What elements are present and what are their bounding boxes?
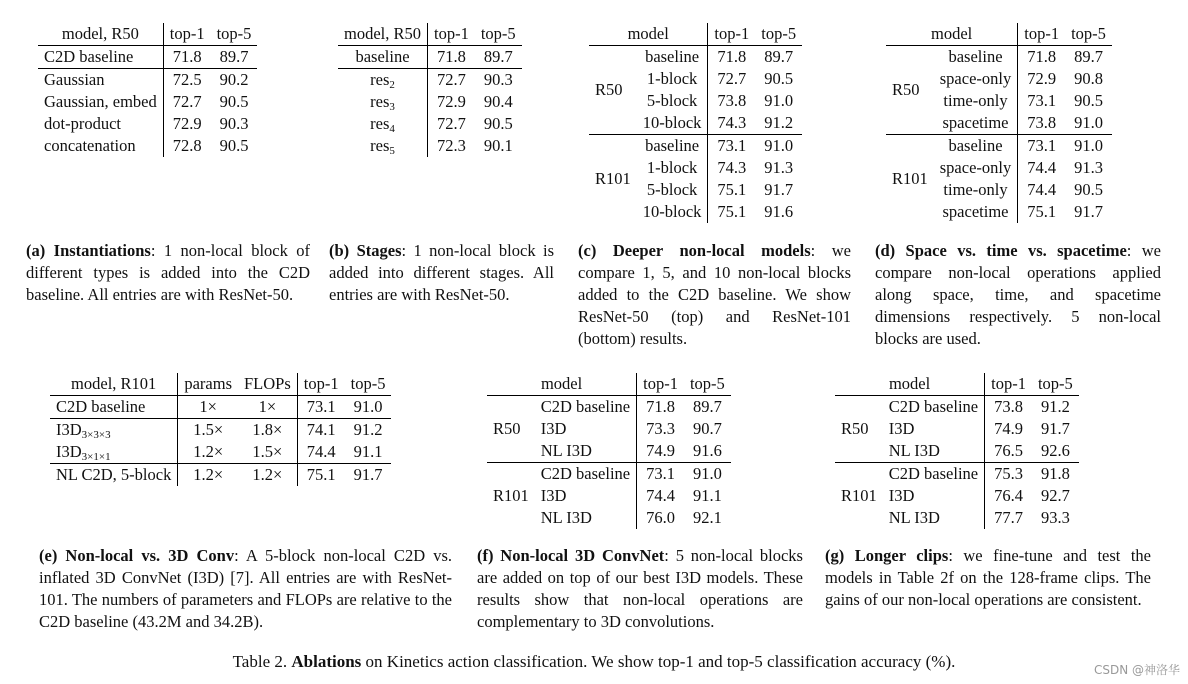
cell-top5: 89.7 [219,47,249,66]
cell-top5: 91.1 [353,442,383,461]
cell-top5: 91.3 [764,158,794,177]
cell-top1: 72.7 [428,69,475,92]
table-row [338,91,522,113]
cell-top5: 91.7 [764,180,794,199]
caption-bold: Ablations [291,652,362,671]
cell-top1: 73.8 [1027,113,1057,132]
table-f [487,373,731,529]
cell-top1: 74.4 [1027,158,1057,177]
header-top1: top-1 [1018,23,1065,46]
cell-top5: 91.7 [1040,419,1070,438]
cell-top5: 91.2 [1040,397,1070,416]
cell-top1: 73.3 [646,419,675,438]
header-top5: top-5 [1032,373,1079,396]
cell-model: 5-block [637,179,708,201]
cell-model: dot-product [38,113,163,135]
cell-top1: 75.1 [717,180,747,199]
caption-text: : we fine-tune and test the models in Table 2f on the 128-frame clips. The gains of our non-local operations are consistent. [825,546,1151,609]
cell-top1: 71.8 [436,47,466,66]
header-top5: top-5 [755,23,802,46]
header-model: model, R101 [50,373,178,396]
cell-top1: 74.9 [646,441,675,460]
table-row [886,135,1112,158]
cell-model: res$_5$ [338,135,428,157]
caption-label: (a) Instantiations [26,241,151,260]
table-row [50,419,391,442]
caption-label: (c) Deeper non-local models [578,241,811,260]
cell-top5: 90.5 [1074,91,1103,110]
cell-top5: 90.2 [211,69,258,92]
cell-top5: 91.8 [1032,463,1079,486]
cell-model: C2D baseline [535,463,637,486]
header-model: model [886,23,1018,46]
table-row [38,91,257,113]
caption-label: (e) Non-local vs. 3D Conv [39,546,235,565]
cell-model: space-only [934,68,1018,90]
cell-top5: 89.7 [483,47,513,66]
group-label: R50 [595,80,623,99]
caption-text: : we compare non-local operations applied along space, time, and spacetime dimensions respectively. 5 non-local blocks are used. [875,241,1162,348]
header-top1: top-1 [637,373,684,396]
group-label: R101 [835,463,883,530]
cell-top1: 73.1 [1018,135,1065,158]
cell-top1: 71.8 [646,397,675,416]
cell-top5: 89.7 [764,47,794,66]
cell-top5: 91.1 [692,486,722,505]
cell-top5: 89.7 [1074,47,1103,66]
group-label: R101 [886,135,934,224]
cell-flops: 1.2× [238,464,297,487]
caption-a [26,240,310,306]
caption-label: (f) Non-local 3D ConvNet [477,546,665,565]
table-row [38,135,257,157]
cell-top5: 91.0 [1065,135,1112,158]
cell-top5: 90.8 [1074,69,1103,88]
caption-b [329,240,554,306]
header-top5: top-5 [684,373,731,396]
cell-top5: 91.0 [764,91,794,110]
cell-top5: 91.3 [1074,158,1103,177]
table-b [338,23,522,157]
cell-top1: 74.3 [717,158,747,177]
cell-params: 1× [199,397,217,416]
cell-top1: 72.7 [172,92,202,111]
caption-text: : A 5-block non-local C2D vs. inflated 3D ConvNet (I3D) [7]. All entries are with ResNet-101. The numbers of parameters and FLOPs are relative to the C2D baseline (43.2M and 34.2B). [39,546,453,631]
table-row [38,69,257,92]
header-top5: top-5 [475,23,522,46]
cell-model: I3D [883,485,985,507]
cell-top1: 76.4 [994,486,1023,505]
table-row [338,46,522,69]
cell-top1: 74.4 [1027,180,1057,199]
header-top5: top-5 [211,23,258,46]
cell-model: spacetime [934,201,1018,223]
cell-model: 10-block [637,112,708,135]
cell-model: 1-block [637,68,708,90]
group-label: R101 [589,135,637,224]
group-label: R50 [892,80,920,99]
table-row [38,113,257,135]
table-row [50,441,391,464]
cell-model: I3D [883,418,985,440]
header-top5: top-5 [345,373,392,396]
cell-model: Gaussian, embed [38,91,163,113]
cell-top1: 73.1 [1027,91,1057,110]
cell-top1: 71.8 [172,47,202,66]
caption-prefix: Table 2. [232,652,288,671]
cell-top5: 90.3 [475,69,522,92]
cell-top1: 72.5 [163,69,210,92]
table-row [50,396,391,419]
cell-model: C2D baseline [883,396,985,419]
cell-top5: 90.5 [219,136,249,155]
cell-model: NL I3D [535,507,637,529]
cell-model: baseline [637,46,708,69]
table-row [487,396,731,419]
cell-top1: 72.3 [436,136,466,155]
table-caption [0,652,1188,672]
cell-top5: 90.5 [764,69,794,88]
header-model: model, R50 [38,23,163,46]
cell-top5: 90.5 [219,92,249,111]
group-label: R50 [841,419,869,438]
cell-top1: 74.4 [646,486,675,505]
cell-top5: 91.2 [345,419,392,442]
cell-top1: 71.8 [717,47,747,66]
cell-top5: 91.7 [345,464,392,487]
cell-top1: 73.1 [306,397,336,416]
table-c [589,23,802,223]
cell-top5: 89.7 [692,397,722,416]
caption-e [39,545,452,633]
cell-params: 1.5× [178,419,238,442]
cell-model: 10-block [637,201,708,223]
cell-model: $I3D_{3\times 1\times 1}$ [50,441,178,464]
cell-top1: 72.8 [172,136,202,155]
caption-rest: on Kinetics action classification. We show top-1 and top-5 classification accuracy (%). [365,652,956,671]
caption-label: (g) Longer clips [825,546,949,565]
header-top1: top-1 [708,23,755,46]
header-model: model [589,23,708,46]
cell-model: baseline [934,135,1018,158]
cell-top5: 91.6 [692,441,722,460]
caption-g [825,545,1151,611]
cell-top1: 75.1 [1027,202,1057,221]
cell-top5: 92.6 [1040,441,1070,460]
cell-top5: 91.2 [764,113,794,132]
cell-model: NL C2D, 5-block [50,464,178,487]
cell-top5: 90.4 [483,92,513,111]
cell-top1: 73.8 [994,397,1023,416]
cell-model: 5-block [637,90,708,112]
cell-model: C2D baseline [38,46,163,69]
cell-top1: 74.3 [717,113,747,132]
caption-text: : we compare 1, 5, and 10 non-local blocks added to the C2D baseline. We show ResNet-50 (top) and ResNet-101 (bottom) results. [578,241,851,348]
cell-top1: 76.5 [994,441,1023,460]
cell-top5: 91.0 [755,135,802,158]
cell-top1: 75.1 [297,464,344,487]
header-top1: top-1 [297,373,344,396]
table-row [338,135,522,157]
cell-model: space-only [934,157,1018,179]
cell-top1: 76.0 [646,508,675,527]
table-row [886,46,1112,69]
cell-flops: 1.5× [238,441,297,464]
table-row [487,463,731,486]
cell-flops: 1.8× [238,419,297,442]
header-top5: top-5 [1065,23,1112,46]
cell-params: 1.2× [193,442,224,461]
group-label: R101 [487,463,535,530]
caption-d [875,240,1161,350]
cell-model: res$_4$ [338,113,428,135]
cell-top5: 90.1 [483,136,513,155]
cell-model: NL I3D [535,440,637,463]
cell-model: baseline [637,135,708,158]
table-row [835,396,1079,419]
table-row [38,46,257,69]
table-a [38,23,257,157]
cell-top1: 72.7 [717,69,747,88]
header-model: model [487,373,637,396]
cell-top1: 75.3 [985,463,1032,486]
watermark: CSDN @神洛华 [1093,663,1180,677]
header-params: params [178,373,238,396]
caption-text: : 5 non-local blocks are added on top of our best I3D models. These results show that non-local operations are complementary to 3D convolutions. [477,546,803,631]
cell-top1: 77.7 [994,508,1023,527]
cell-top1: 71.8 [1027,47,1057,66]
caption-text: : 1 non-local block of different types is added into the C2D baseline. All entries are with ResNet-50. [26,241,311,304]
cell-model: concatenation [38,135,163,157]
cell-top5: 93.3 [1040,508,1070,527]
cell-flops: 1× [238,396,297,419]
table-row [338,113,522,135]
cell-model: 1-block [637,157,708,179]
cell-top1: 73.1 [637,463,684,486]
cell-top1: 72.9 [436,92,466,111]
cell-model: C2D baseline [50,396,178,419]
cell-model: baseline [934,46,1018,69]
group-label: R50 [493,419,521,438]
cell-top1: 74.4 [306,442,336,461]
cell-top5: 91.0 [1074,113,1103,132]
table-row [589,135,802,158]
cell-params: 1.2× [178,464,238,487]
header-top1: top-1 [428,23,475,46]
cell-top5: 90.3 [219,114,249,133]
caption-f [477,545,803,633]
cell-model: res$_2$ [338,69,428,92]
cell-top1: 74.1 [297,419,344,442]
cell-model: I3D [535,485,637,507]
table-row [50,464,391,487]
header-top1: top-1 [985,373,1032,396]
header-flops: FLOPs [238,373,297,396]
cell-top5: 92.1 [692,508,722,527]
caption-c [578,240,851,350]
table-row [589,46,802,69]
caption-text: : 1 non-local block is added into different stages. All entries are with ResNet-50. [329,241,554,304]
cell-top1: 73.8 [717,91,747,110]
cell-top1: 72.9 [172,114,202,133]
cell-model: res$_3$ [338,91,428,113]
cell-model: baseline [338,46,428,69]
header-top1: top-1 [163,23,210,46]
cell-top5: 90.5 [483,114,513,133]
cell-top5: 91.0 [684,463,731,486]
cell-model: Gaussian [38,69,163,92]
cell-top5: 90.7 [692,419,722,438]
cell-model: $I3D_{3\times 3\times 3}$ [50,419,178,442]
caption-label: (d) Space vs. time vs. spacetime [875,241,1127,260]
table-row [835,463,1079,486]
header-model: model, R50 [338,23,428,46]
cell-model: C2D baseline [883,463,985,486]
cell-model: spacetime [934,112,1018,135]
cell-top5: 91.7 [1074,202,1103,221]
cell-top1: 73.1 [708,135,755,158]
cell-top5: 92.7 [1040,486,1070,505]
caption-label: (b) Stages [329,241,402,260]
table-d [886,23,1112,223]
cell-model: time-only [934,90,1018,112]
cell-top5: 90.5 [1074,180,1103,199]
cell-top1: 75.1 [717,202,747,221]
cell-model: C2D baseline [535,396,637,419]
table-row [338,69,522,92]
cell-model: I3D [535,418,637,440]
table-e [50,373,391,486]
cell-top5: 91.0 [353,397,383,416]
cell-top1: 72.7 [436,114,466,133]
cell-model: NL I3D [883,507,985,529]
cell-model: NL I3D [883,440,985,463]
cell-top1: 74.9 [994,419,1023,438]
header-model: model [835,373,985,396]
table-g [835,373,1079,529]
cell-top1: 72.9 [1027,69,1057,88]
cell-top5: 91.6 [764,202,794,221]
cell-model: time-only [934,179,1018,201]
